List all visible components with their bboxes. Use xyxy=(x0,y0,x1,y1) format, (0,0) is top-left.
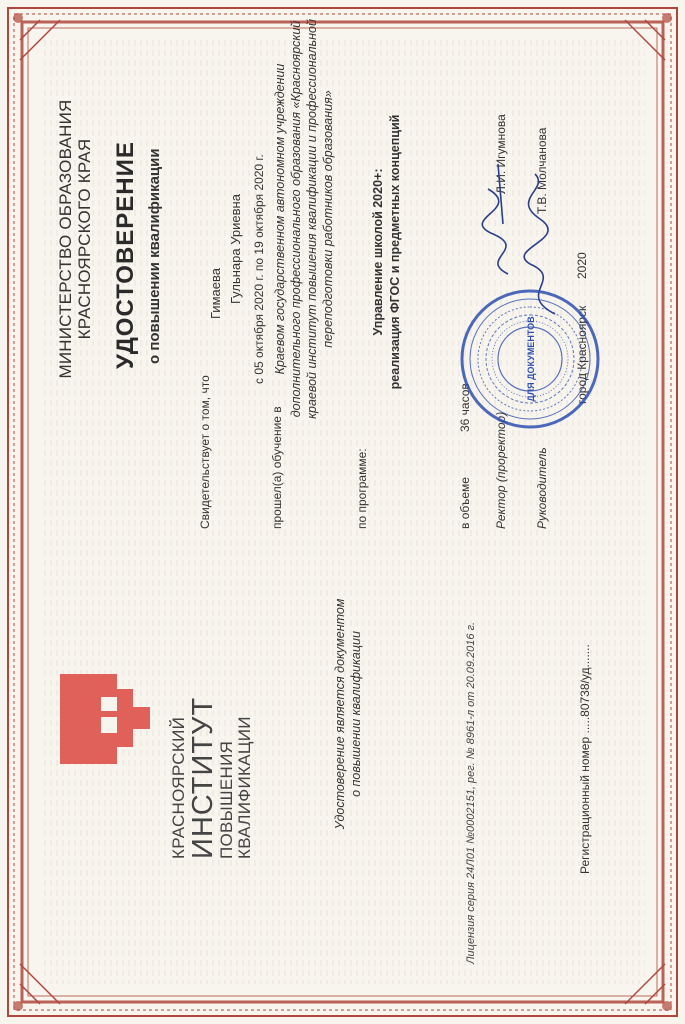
completed-text: прошел(а) обучение в xyxy=(270,406,284,529)
logo-wordmark xyxy=(170,697,254,859)
ministry-header xyxy=(56,74,94,404)
certifies-text: Свидетельствует о том, что xyxy=(198,375,212,529)
city: город Красноярск xyxy=(575,305,589,404)
program-line-1: Управление школой 2020+: xyxy=(371,168,385,336)
institute-logo-mark xyxy=(55,669,155,769)
head-name: Т.В. Молчанова xyxy=(535,127,549,214)
stamp-center-text: ДЛЯ ДОКУМЕНТОВ xyxy=(526,316,536,402)
ministry-line-1: МИНИСТЕРСТВО ОБРАЗОВАНИЯ xyxy=(56,99,75,379)
logo-line-3: ПОВЫШЕНИЯ xyxy=(217,740,236,859)
institution-line-3: краевой институт повышения квалификации и профессиональной xyxy=(305,19,319,419)
registration-number: Регистрационный номер .....80738/уд....... xyxy=(578,644,592,874)
official-stamp xyxy=(455,284,605,434)
rector-name: Л.И. Игумнова xyxy=(494,114,508,194)
training-period: с 05 октября 2020 г. по 19 октября 2020 г. xyxy=(252,154,266,384)
note-line-1: Удостоверение является документом xyxy=(333,598,347,830)
registration-label: Регистрационный номер xyxy=(578,736,592,874)
institution-line-2: дополнительного профессионального образования «Красноярский xyxy=(289,20,303,418)
program-line-2: реализация ФГОС и предметных концепций xyxy=(388,114,402,390)
institute-logo xyxy=(55,669,160,769)
institution-name xyxy=(272,19,336,419)
ministry-line-2: КРАСНОЯРСКОГО КРАЯ xyxy=(75,138,94,340)
recipient-surname: Гимаева xyxy=(208,268,223,319)
license-line: Лицензия серия 24Л01 №0002151, рег. № 8961-л от 20.09.2016 г. xyxy=(465,621,477,964)
rector-label: Ректор (проректор) xyxy=(494,411,508,529)
head-label: Руководитель xyxy=(535,447,549,529)
document-subtitle: о повышении квалификации xyxy=(146,148,163,364)
logo-line-2: ИНСТИТУТ xyxy=(187,696,219,859)
institution-line-4: переподготовки работников образования» xyxy=(321,90,335,348)
note-line-2: о повышении квалификации xyxy=(349,631,363,797)
institution-line-1: Краевом государственном автономном учреждении xyxy=(273,63,287,375)
registration-value: 80738/уд xyxy=(578,667,592,717)
program-label: по программе: xyxy=(355,448,369,529)
program-name xyxy=(370,102,404,402)
logo-line-4: КВАЛИФИКАЦИИ xyxy=(235,716,254,859)
volume-label: в объеме xyxy=(458,477,472,529)
document-title: УДОСТОВЕРЕНИЕ xyxy=(112,141,139,369)
volume-value: 36 часов xyxy=(458,383,472,432)
year: 2020 xyxy=(575,252,589,280)
logo-line-1: КРАСНОЯРСКИЙ xyxy=(169,716,188,859)
validity-note xyxy=(332,554,364,874)
logo-mark-shape xyxy=(60,674,150,764)
recipient-given-names: Гульнара Уриевна xyxy=(228,194,243,304)
